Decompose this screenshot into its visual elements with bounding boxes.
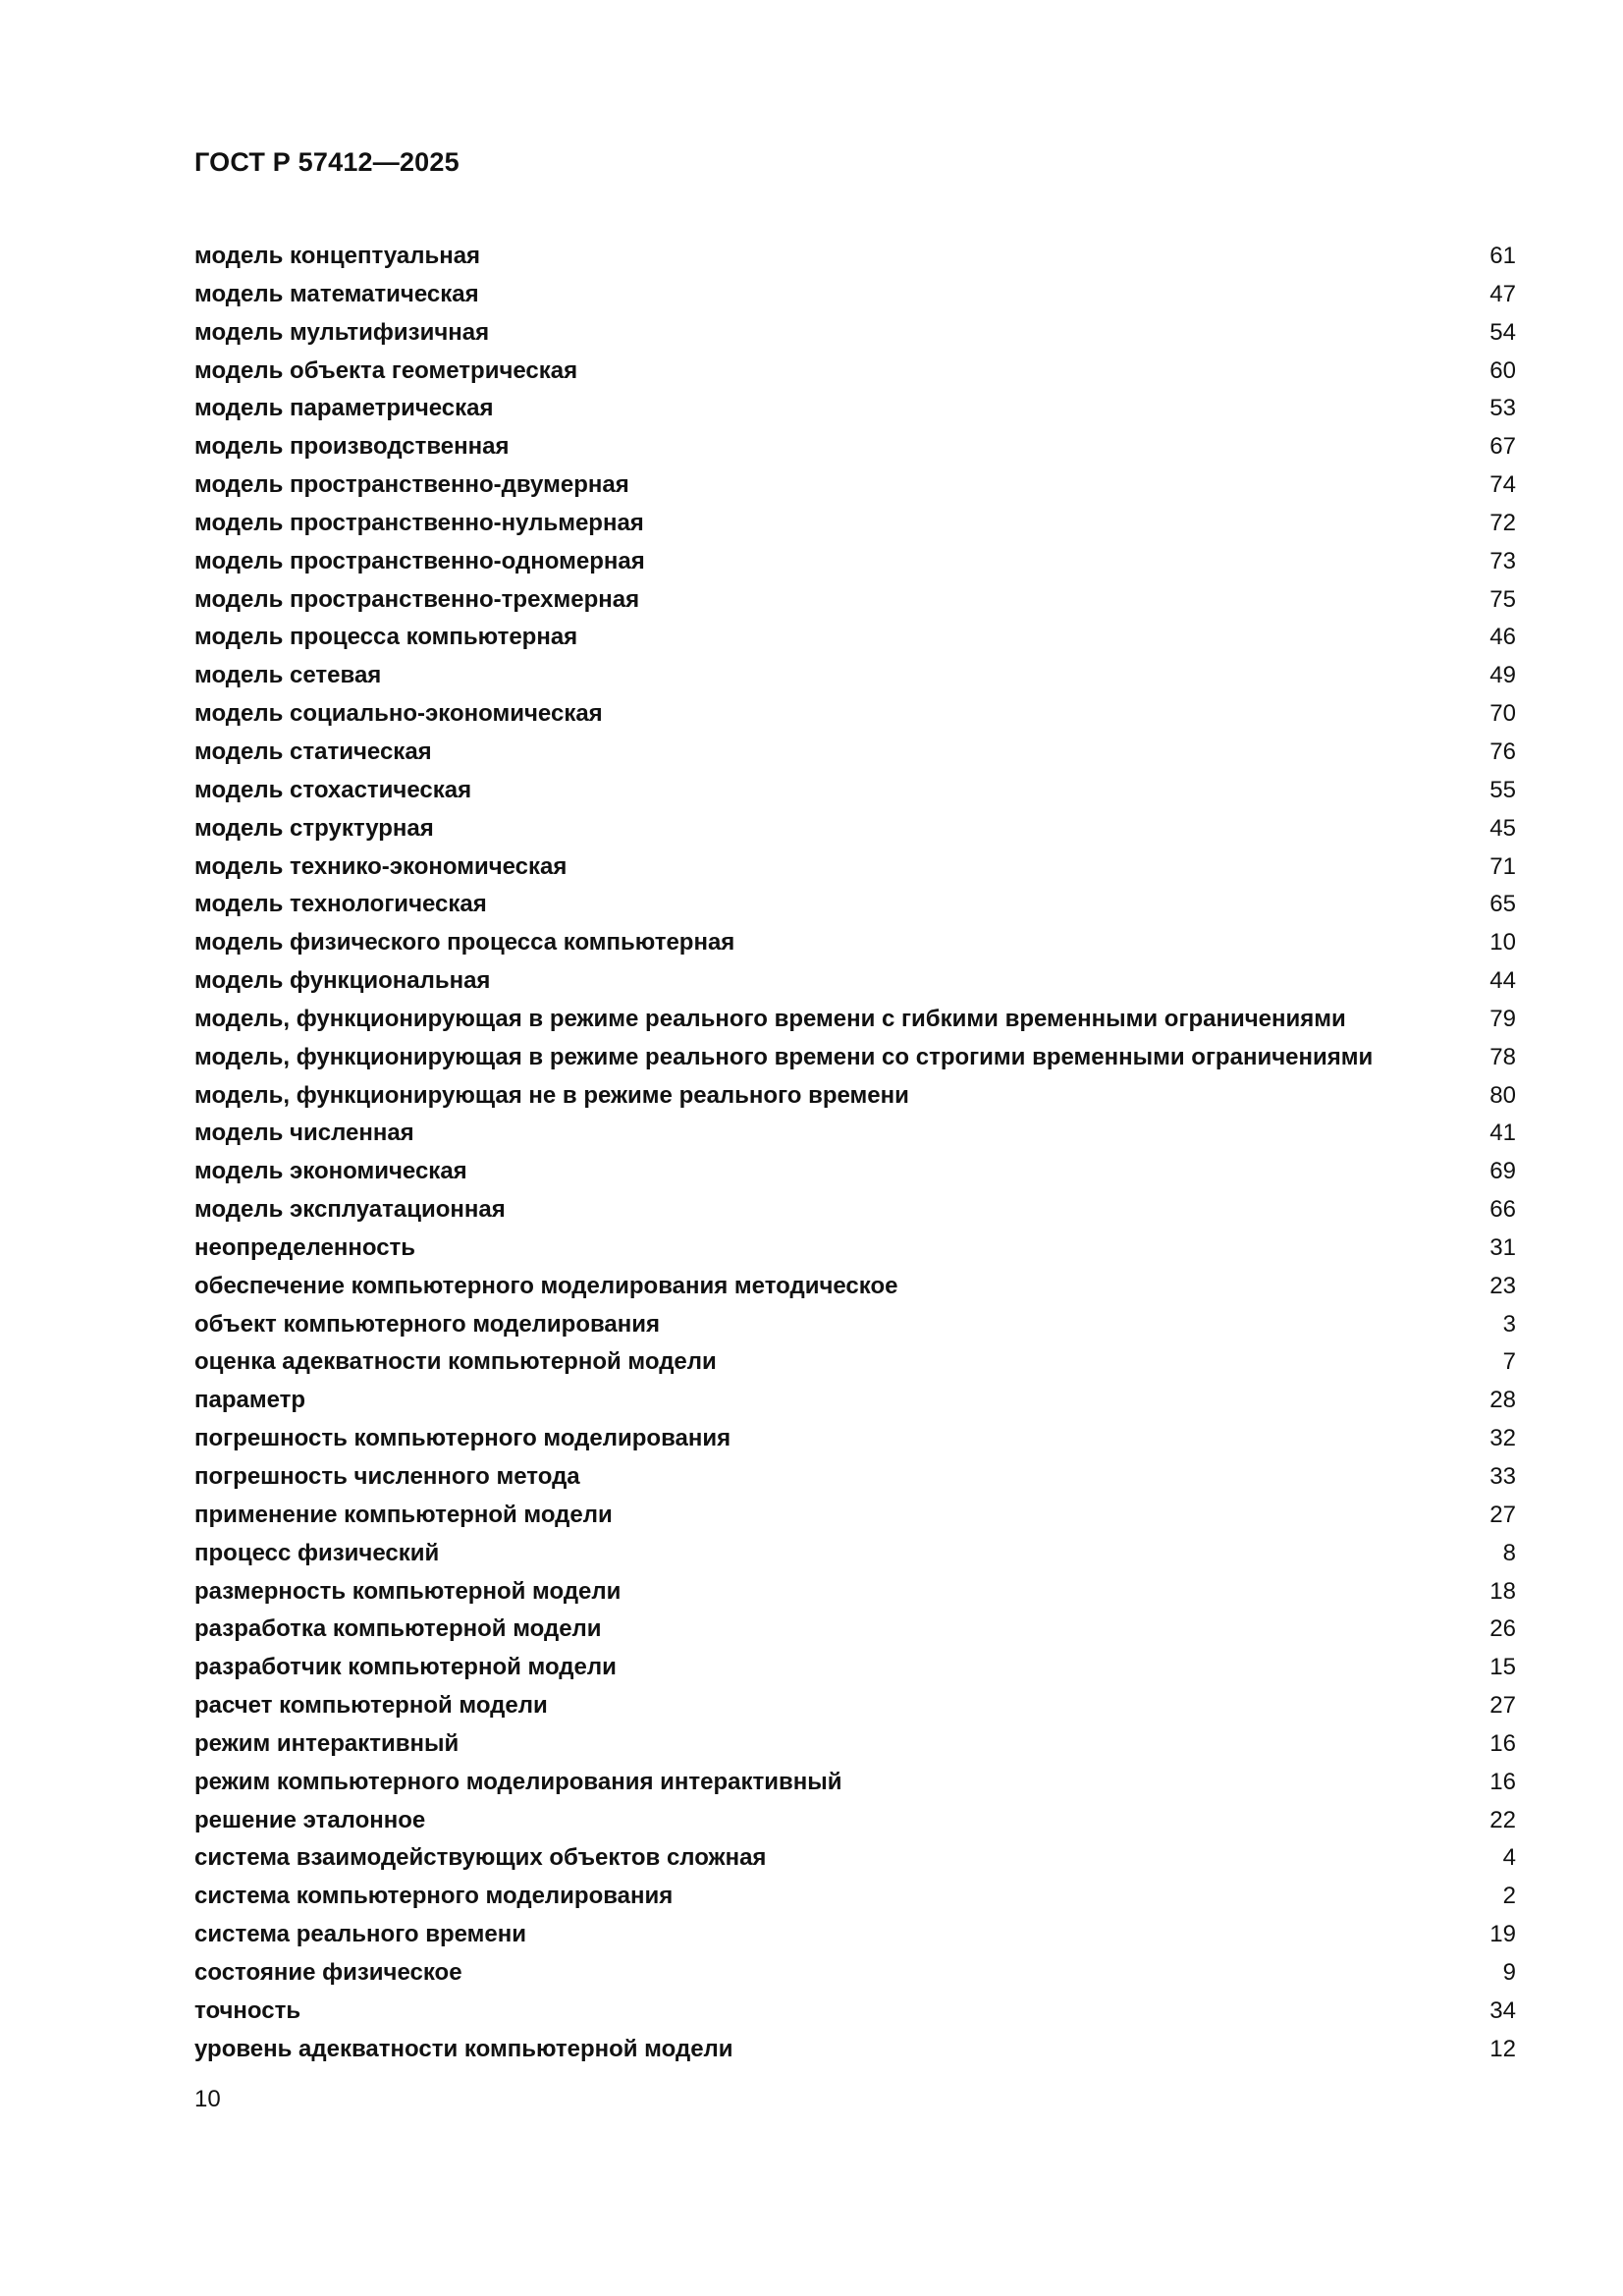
index-term: система взаимодействующих объектов сложная (194, 1844, 767, 1872)
index-term: модель математическая (194, 280, 479, 307)
index-entry (194, 1420, 1516, 1458)
index-entry (194, 466, 1516, 505)
index-term-number: 55 (1489, 776, 1516, 803)
index-entry (194, 1497, 1516, 1535)
index-entry (194, 619, 1516, 657)
index-term: модель физического процесса компьютерная (194, 929, 735, 957)
index-term-number: 79 (1489, 1005, 1516, 1032)
index-term-number: 61 (1489, 243, 1516, 269)
index-term-number: 47 (1489, 280, 1516, 307)
index-term-number: 2 (1502, 1883, 1516, 1910)
index-entry (194, 1649, 1516, 1687)
index-term: модель производственная (194, 433, 510, 461)
index-term-number: 4 (1502, 1844, 1516, 1872)
index-term: применение компьютерной модели (194, 1501, 613, 1528)
index-term-number: 19 (1489, 1921, 1516, 1948)
index-term-number: 66 (1489, 1196, 1516, 1224)
index-term-number: 22 (1489, 1806, 1516, 1833)
index-term: решение эталонное (194, 1806, 426, 1833)
index-term: обеспечение компьютерного моделирования методическое (194, 1272, 898, 1299)
index-term-number: 49 (1489, 662, 1516, 689)
index-entry (194, 276, 1516, 314)
index-term: разработчик компьютерной модели (194, 1654, 617, 1681)
index-term: оценка адекватности компьютерной модели (194, 1348, 717, 1376)
index-entry (194, 390, 1516, 428)
index-term-number: 9 (1502, 1958, 1516, 1986)
index-term-number: 54 (1489, 318, 1516, 346)
index-term: режим интерактивный (194, 1729, 460, 1757)
index-term-number: 80 (1489, 1081, 1516, 1109)
index-term-number: 73 (1489, 547, 1516, 574)
index-term-number: 70 (1489, 700, 1516, 728)
index-term: модель, функционирующая в режиме реального времени со строгими временными ограничениями (194, 1043, 1374, 1070)
index-term: модель технологическая (194, 891, 487, 918)
index-term-number: 65 (1489, 891, 1516, 918)
index-term: модель процесса компьютерная (194, 624, 578, 651)
index-term: модель, функционирующая не в режиме реального времени (194, 1081, 909, 1109)
index-entry (194, 1878, 1516, 1916)
index-term: размерность компьютерной модели (194, 1577, 622, 1605)
index-term: погрешность компьютерного моделирования (194, 1425, 731, 1452)
index-term-number: 53 (1489, 395, 1516, 422)
index-term-number: 3 (1502, 1310, 1516, 1338)
index-term-number: 44 (1489, 967, 1516, 995)
index-entry (194, 1573, 1516, 1612)
index-entry (194, 1802, 1516, 1840)
index-term: разработка компьютерной модели (194, 1615, 602, 1643)
index-term-number: 31 (1489, 1233, 1516, 1261)
index-term-number: 16 (1489, 1768, 1516, 1795)
index-term: параметр (194, 1387, 306, 1414)
index-term-number: 67 (1489, 433, 1516, 461)
index-term-number: 10 (1489, 929, 1516, 957)
index-entry (194, 581, 1516, 620)
index-term: модель численная (194, 1120, 414, 1147)
index-entry (194, 1687, 1516, 1725)
index-entry (194, 1916, 1516, 1954)
index-term-number: 15 (1489, 1654, 1516, 1681)
index-entry (194, 1725, 1516, 1764)
index-term-number: 33 (1489, 1463, 1516, 1490)
index-entry (194, 1839, 1516, 1878)
index-entry (194, 772, 1516, 810)
index-term-number: 28 (1489, 1387, 1516, 1414)
index-entry (194, 848, 1516, 887)
index-term: модель пространственно-двумерная (194, 471, 629, 499)
index-term: расчет компьютерной модели (194, 1692, 548, 1720)
index-term: система компьютерного моделирования (194, 1883, 674, 1910)
index-term-number: 27 (1489, 1501, 1516, 1528)
index-term-number: 45 (1489, 814, 1516, 842)
index-term: точность (194, 1996, 301, 2024)
index-entry (194, 1382, 1516, 1420)
index-entry (194, 886, 1516, 924)
index-term: состояние физическое (194, 1958, 462, 1986)
index-term: модель стохастическая (194, 776, 472, 803)
index-term-number: 72 (1489, 509, 1516, 536)
index-entry (194, 1001, 1516, 1039)
index-term-number: 34 (1489, 1996, 1516, 2024)
index-entry (194, 505, 1516, 543)
index-term-number: 16 (1489, 1729, 1516, 1757)
index-entry (194, 1611, 1516, 1649)
index-term: модель пространственно-трехмерная (194, 585, 640, 613)
index-term-number: 74 (1489, 471, 1516, 499)
index-term: погрешность численного метода (194, 1463, 580, 1490)
index-entry (194, 1039, 1516, 1077)
page-number: 10 (194, 2086, 221, 2112)
index-term: система реального времени (194, 1921, 527, 1948)
index-term: процесс физический (194, 1539, 440, 1566)
index-term-number: 75 (1489, 585, 1516, 613)
index-term: модель мультифизичная (194, 318, 490, 346)
index-entry (194, 1115, 1516, 1153)
index-term-number: 78 (1489, 1043, 1516, 1070)
index-term-number: 8 (1502, 1539, 1516, 1566)
index-term-number: 60 (1489, 356, 1516, 384)
index-term: модель концептуальная (194, 243, 481, 269)
index-entry (194, 734, 1516, 772)
index-term-number: 7 (1502, 1348, 1516, 1376)
index-term: модель объекта геометрическая (194, 356, 578, 384)
index-term: режим компьютерного моделирования интерактивный (194, 1768, 842, 1795)
index-term-number: 46 (1489, 624, 1516, 651)
index-term: модель пространственно-нульмерная (194, 509, 644, 536)
index-term-number: 69 (1489, 1158, 1516, 1185)
index-term: модель эксплуатационная (194, 1196, 506, 1224)
index-entry (194, 238, 1516, 276)
index-term: модель социально-экономическая (194, 700, 603, 728)
index-entry (194, 543, 1516, 581)
index-term: модель статическая (194, 738, 432, 765)
index-term: модель технико-экономическая (194, 852, 568, 880)
index-entry (194, 695, 1516, 734)
index-entry (194, 314, 1516, 353)
alphabetical-index (194, 238, 1516, 2069)
index-term: модель пространственно-одномерная (194, 547, 645, 574)
index-term: модель сетевая (194, 662, 382, 689)
index-term: модель структурная (194, 814, 434, 842)
index-entry (194, 1954, 1516, 1993)
index-entry (194, 1343, 1516, 1382)
index-term: модель функциональная (194, 967, 491, 995)
index-entry (194, 1535, 1516, 1573)
index-term: уровень адекватности компьютерной модели (194, 2035, 733, 2062)
index-entry (194, 2031, 1516, 2069)
index-term-number: 76 (1489, 738, 1516, 765)
index-entry (194, 1993, 1516, 2031)
index-term: неопределенность (194, 1233, 416, 1261)
index-term-number: 23 (1489, 1272, 1516, 1299)
index-term-number: 18 (1489, 1577, 1516, 1605)
index-term: модель экономическая (194, 1158, 467, 1185)
index-entry (194, 810, 1516, 848)
index-entry (194, 1153, 1516, 1191)
index-entry (194, 924, 1516, 962)
index-term: модель, функционирующая в режиме реального времени с гибкими временными ограничениями (194, 1005, 1346, 1032)
index-term: объект компьютерного моделирования (194, 1310, 661, 1338)
index-term-number: 26 (1489, 1615, 1516, 1643)
index-entry (194, 657, 1516, 695)
document-header: ГОСТ Р 57412—2025 (194, 147, 460, 177)
index-term-number: 12 (1489, 2035, 1516, 2062)
index-term-number: 32 (1489, 1425, 1516, 1452)
index-term-number: 41 (1489, 1120, 1516, 1147)
index-term-number: 71 (1489, 852, 1516, 880)
index-entry (194, 1230, 1516, 1268)
index-entry (194, 1077, 1516, 1116)
index-entry (194, 962, 1516, 1001)
index-entry (194, 1458, 1516, 1497)
index-entry (194, 428, 1516, 466)
index-term: модель параметрическая (194, 395, 494, 422)
index-term-number: 27 (1489, 1692, 1516, 1720)
index-entry (194, 1306, 1516, 1344)
index-entry (194, 1764, 1516, 1802)
index-entry (194, 353, 1516, 391)
index-entry (194, 1268, 1516, 1306)
index-entry (194, 1191, 1516, 1230)
